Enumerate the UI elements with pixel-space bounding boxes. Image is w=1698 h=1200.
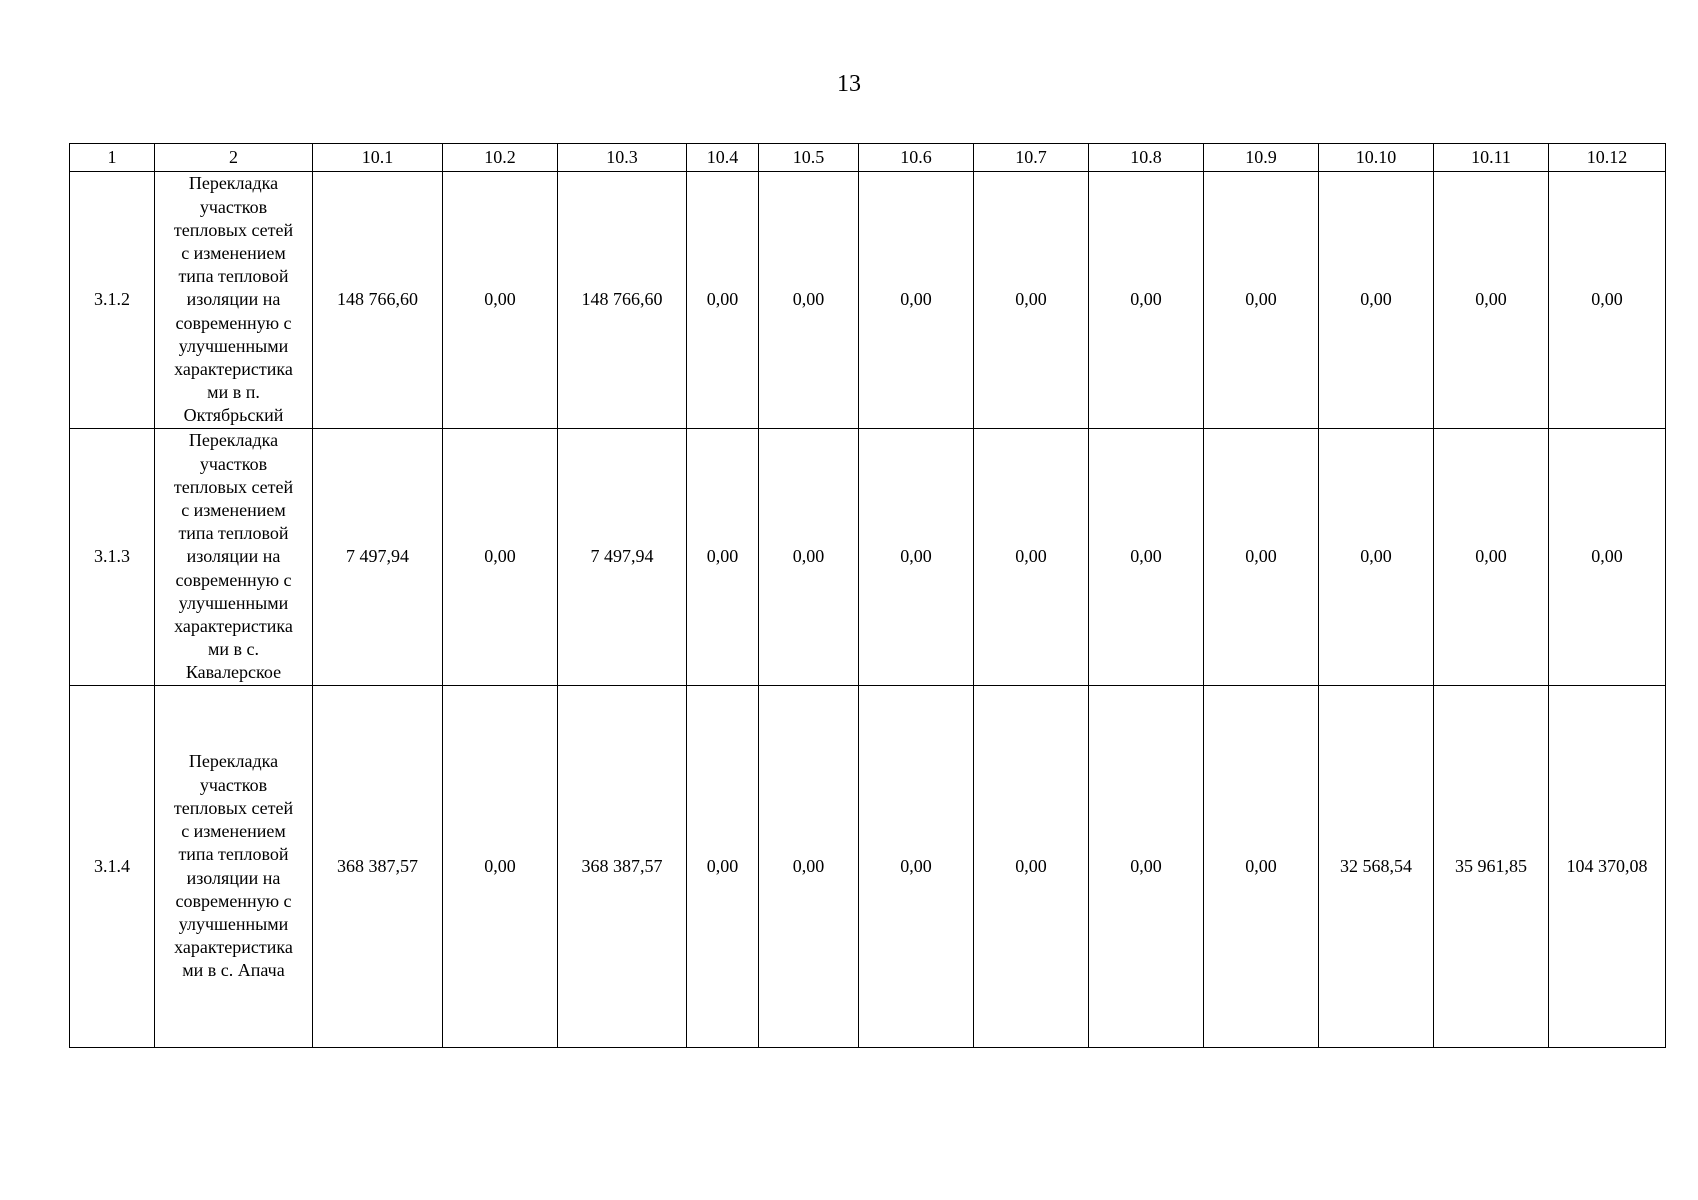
table-row	[70, 172, 1666, 429]
value-cell: 0,00	[859, 686, 974, 1048]
description-line: Перекладка	[188, 173, 279, 194]
value-cell: 35 961,85	[1434, 686, 1549, 1048]
description-line: с изменением	[181, 821, 286, 842]
page-number: 13	[837, 71, 861, 97]
description-line: ми в п.	[207, 382, 260, 403]
row-code: 3.1.3	[70, 429, 155, 686]
description-line: тепловых сетей	[173, 219, 294, 240]
value-cell: 0,00	[1204, 429, 1319, 686]
value-cell: 0,00	[1549, 429, 1666, 686]
value-cell: 0,00	[1089, 429, 1204, 686]
header-row	[70, 144, 1666, 172]
value-cell: 0,00	[974, 686, 1089, 1048]
header-cell: 10.6	[859, 144, 974, 172]
description-line: ми в с.	[207, 639, 259, 660]
value-cell: 0,00	[1319, 429, 1434, 686]
value-cell: 0,00	[759, 686, 859, 1048]
header-cell: 1	[70, 144, 155, 172]
value-cell: 148 766,60	[558, 172, 687, 429]
header-cell: 10.2	[443, 144, 558, 172]
value-cell: 0,00	[443, 686, 558, 1048]
header-cell: 10.11	[1434, 144, 1549, 172]
description-line: характеристика	[174, 359, 293, 379]
description-line: тепловых сетей	[173, 797, 294, 818]
description-line: современную с	[175, 569, 292, 590]
value-cell: 0,00	[1319, 172, 1434, 429]
value-cell: 0,00	[1204, 172, 1319, 429]
value-cell: 148 766,60	[313, 172, 443, 429]
data-table	[69, 143, 1666, 1048]
value-cell: 7 497,94	[313, 429, 443, 686]
value-cell: 0,00	[687, 429, 759, 686]
row-description	[155, 429, 313, 686]
description-line: типа тепловой	[178, 844, 289, 865]
value-cell: 0,00	[687, 686, 759, 1048]
value-cell: 0,00	[859, 172, 974, 429]
description-line: характеристика	[174, 937, 293, 958]
value-cell: 368 387,57	[558, 686, 687, 1048]
value-cell: 32 568,54	[1319, 686, 1434, 1048]
value-cell: 0,00	[974, 172, 1089, 429]
value-cell: 0,00	[974, 429, 1089, 686]
description-line: изоляции на	[186, 546, 281, 567]
header-cell: 10.1	[313, 144, 443, 172]
value-cell: 0,00	[1549, 172, 1666, 429]
description-line: с изменением	[181, 242, 286, 263]
description-line: изоляции на	[186, 289, 281, 310]
description-line: улучшенными	[178, 592, 289, 613]
header-cell: 2	[155, 144, 313, 172]
value-cell: 0,00	[443, 172, 558, 429]
value-cell: 368 387,57	[313, 686, 443, 1048]
value-cell: 0,00	[859, 429, 974, 686]
description-line: улучшенными	[178, 335, 289, 356]
row-description	[155, 686, 313, 1048]
description-line: типа тепловой	[178, 266, 289, 287]
description-line: характеристика	[174, 616, 293, 636]
value-cell: 0,00	[759, 172, 859, 429]
description-line: изоляции на	[186, 867, 281, 888]
description-line: Перекладка	[188, 751, 279, 772]
row-code: 3.1.4	[70, 686, 155, 1048]
row-code: 3.1.2	[70, 172, 155, 429]
description-line: тепловых сетей	[173, 476, 294, 497]
header-cell: 10.3	[558, 144, 687, 172]
description-line: улучшенными	[178, 913, 289, 934]
value-cell: 0,00	[687, 172, 759, 429]
table-row	[70, 429, 1666, 686]
row-description	[155, 172, 313, 429]
value-cell: 0,00	[1089, 686, 1204, 1048]
header-cell: 10.9	[1204, 144, 1319, 172]
description-line: типа тепловой	[178, 523, 289, 544]
header-cell: 10.10	[1319, 144, 1434, 172]
value-cell: 0,00	[443, 429, 558, 686]
value-cell: 0,00	[1089, 172, 1204, 429]
table-row	[70, 686, 1666, 1048]
header-cell: 10.8	[1089, 144, 1204, 172]
header-cell: 10.5	[759, 144, 859, 172]
value-cell: 0,00	[759, 429, 859, 686]
description-line: участков	[199, 774, 268, 795]
description-line: участков	[199, 453, 268, 474]
value-cell: 0,00	[1204, 686, 1319, 1048]
description-line: участков	[199, 196, 268, 217]
description-line: Перекладка	[188, 430, 279, 451]
description-line: ми в с. Апача	[182, 960, 285, 981]
value-cell: 0,00	[1434, 429, 1549, 686]
value-cell: 104 370,08	[1549, 686, 1666, 1048]
description-line: современную с	[175, 312, 292, 333]
value-cell: 7 497,94	[558, 429, 687, 686]
description-line: Октябрьский	[183, 405, 284, 426]
header-cell: 10.4	[687, 144, 759, 172]
header-cell: 10.12	[1549, 144, 1666, 172]
description-line: Кавалерское	[185, 662, 282, 683]
description-line: современную с	[175, 890, 292, 911]
header-cell: 10.7	[974, 144, 1089, 172]
value-cell: 0,00	[1434, 172, 1549, 429]
description-line: с изменением	[181, 499, 286, 520]
